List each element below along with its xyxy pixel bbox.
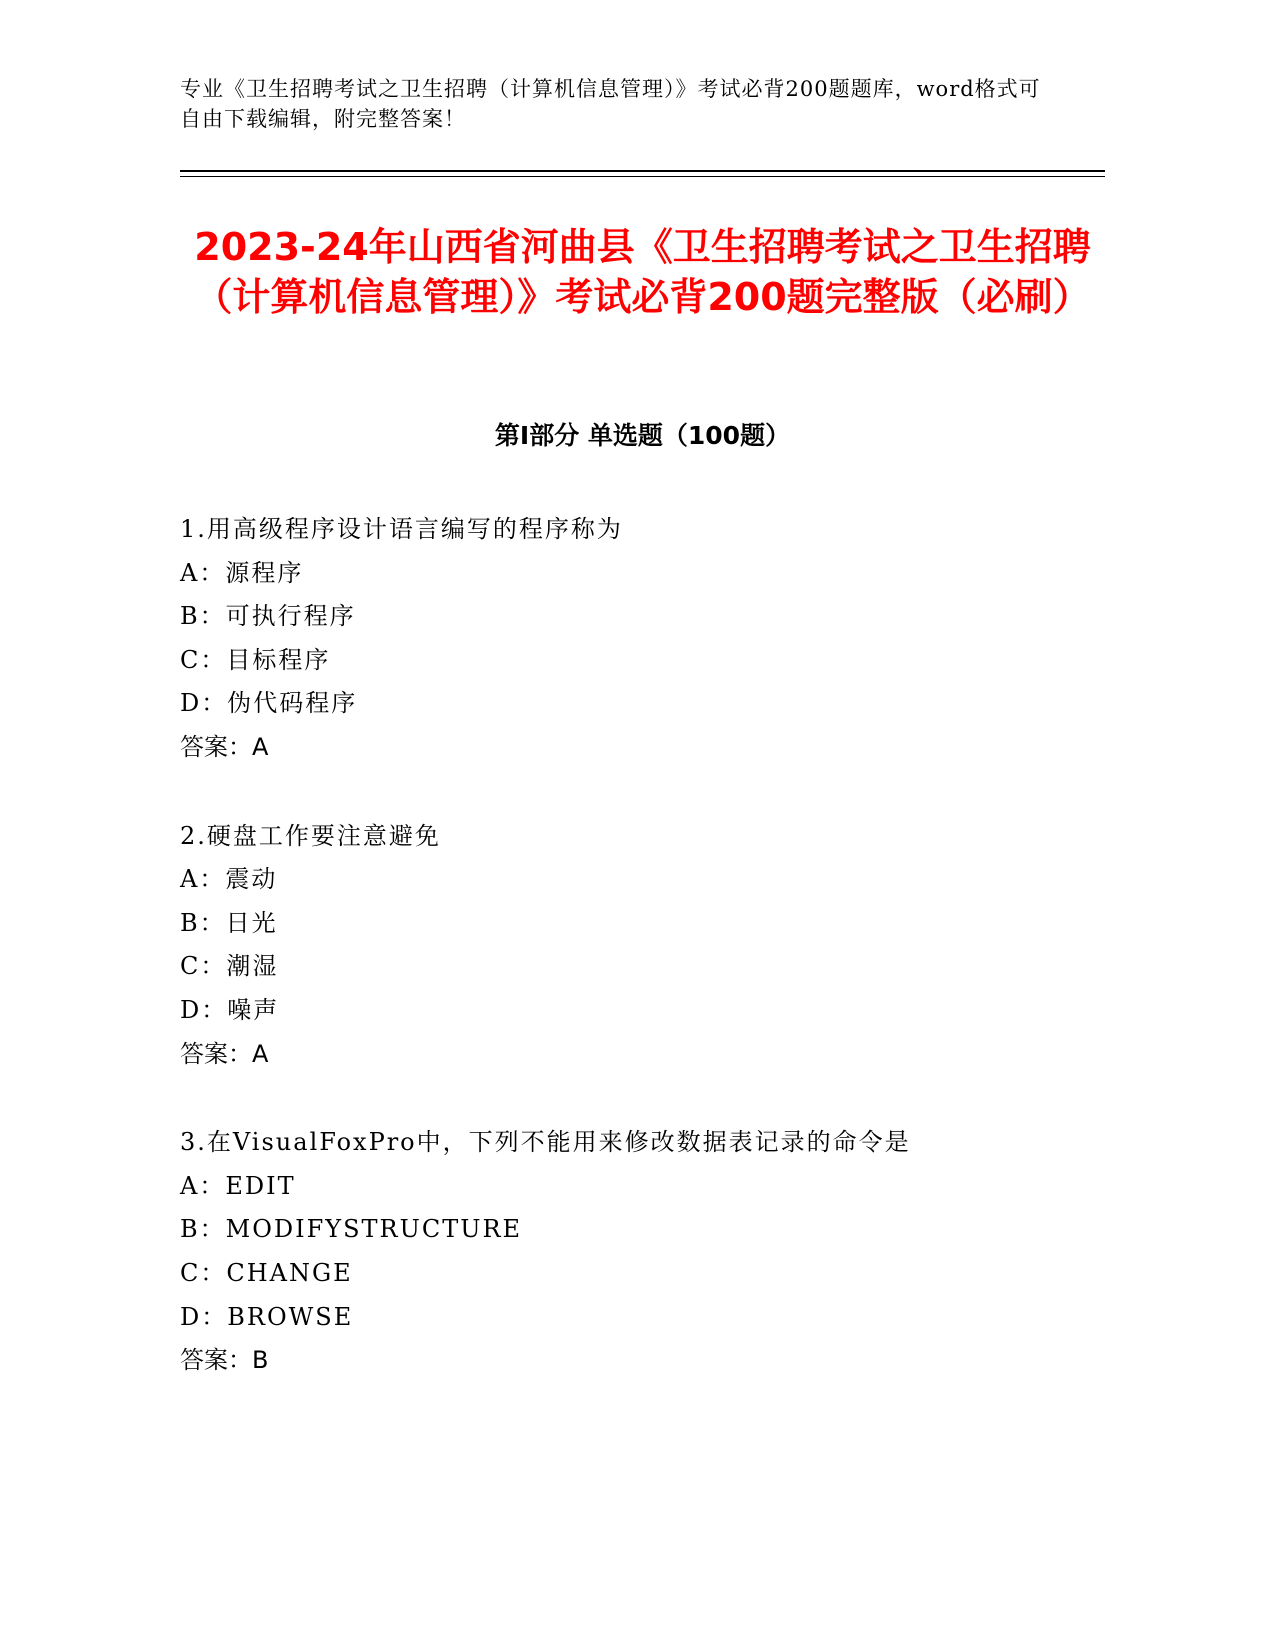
option-c: C：CHANGE [180,1258,353,1287]
answer: 答案：A [180,1039,269,1068]
option-a: A：EDIT [180,1171,296,1200]
option-b: B：MODIFYSTRUCTURE [180,1215,523,1244]
option-d: D：伪代码程序 [180,689,358,718]
question-2 [180,815,1105,1077]
answer: 答案：A [180,732,269,761]
header-divider-thick [180,170,1105,172]
question-stem: 3.在VisualFoxPro中，下列不能用来修改数据表记录的命令是 [180,1128,911,1157]
option-c: C：目标程序 [180,645,331,674]
option-b: B：可执行程序 [180,602,356,631]
option-a: A：震动 [180,865,278,894]
question-3 [180,1121,1105,1383]
section-title: 第Ⅰ部分 单选题（100题） [494,421,791,450]
option-d: D：噪声 [180,995,280,1024]
document-title: 2023-24年山西省河曲县《卫生招聘考试之卫生招聘（计算机信息管理）》考试必背200题完整版（必刷） [194,225,1091,319]
option-d: D：BROWSE [180,1302,354,1331]
option-a: A：源程序 [180,558,304,587]
option-b: B：日光 [180,908,278,937]
option-c: C：潮湿 [180,952,279,981]
question-1 [180,508,1105,770]
question-list [180,508,1105,1428]
question-stem: 1.用高级程序设计语言编写的程序称为 [180,515,623,543]
header-divider-thin [180,176,1105,177]
header-note: 专业《卫生招聘考试之卫生招聘（计算机信息管理）》考试必背200题题库，word格式可自由下载编辑，附完整答案！ [180,77,1041,131]
answer: 答案：B [180,1346,269,1375]
question-stem: 2.硬盘工作要注意避免 [180,821,441,850]
